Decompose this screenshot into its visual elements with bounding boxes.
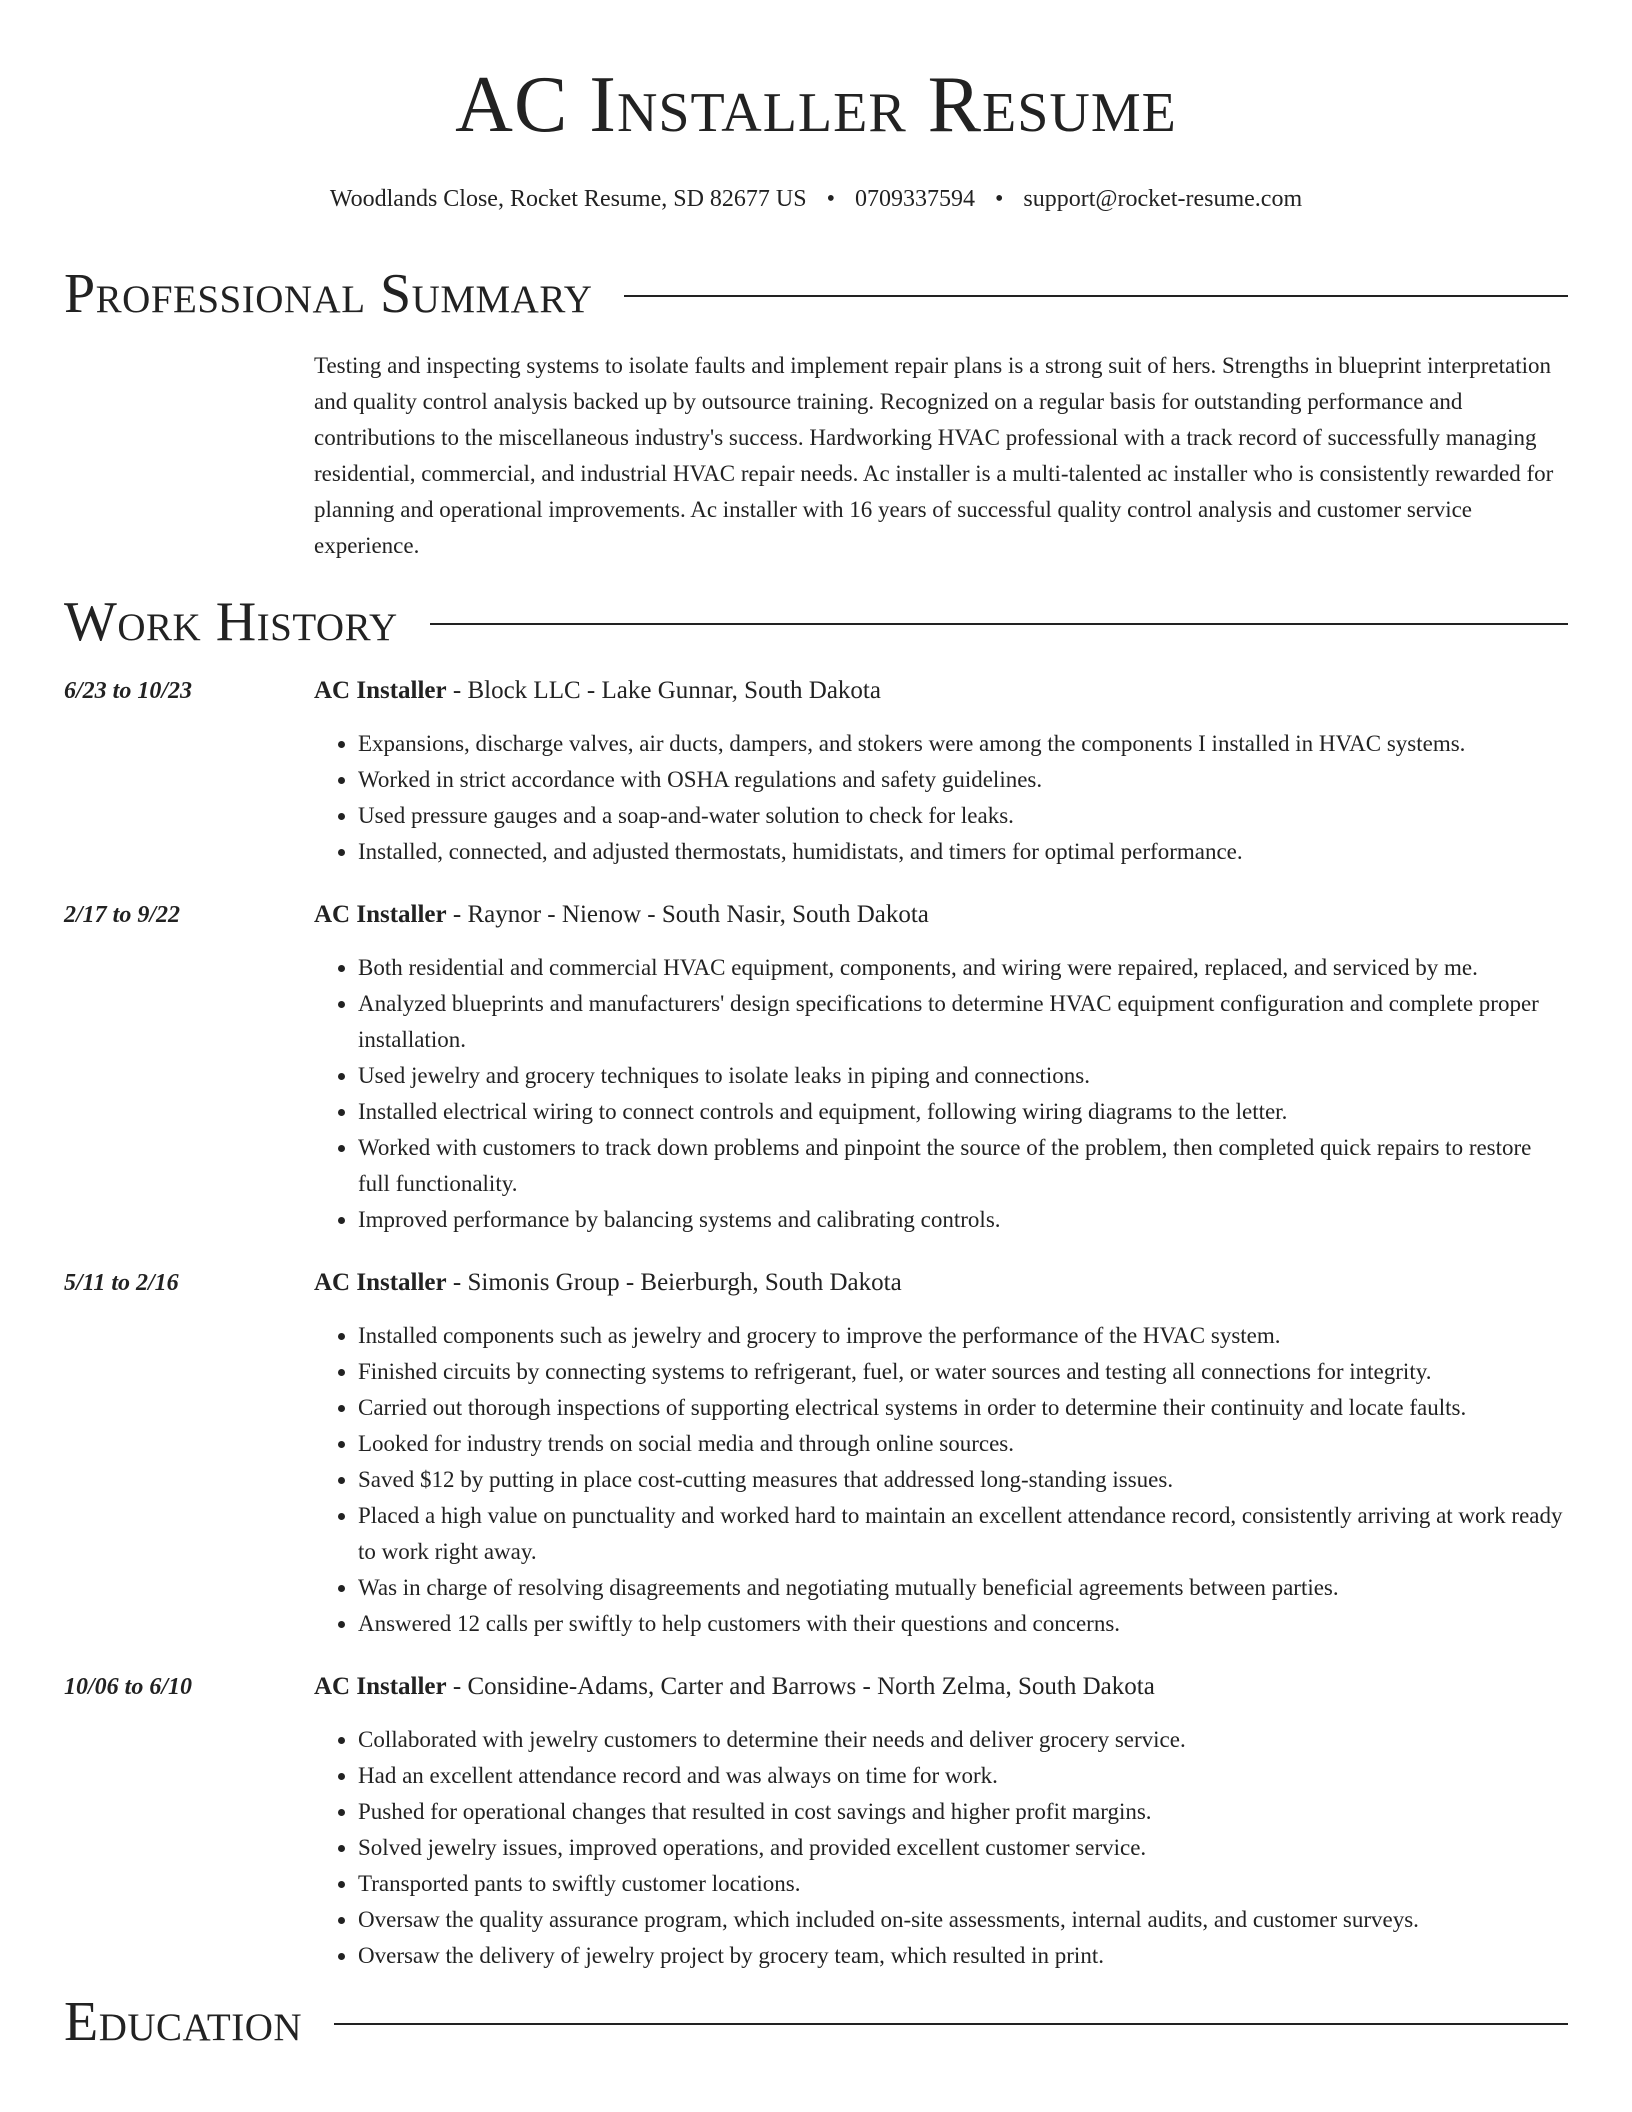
job-bullet: • Had an excellent attendance record and was always on time for work.: [358, 1758, 1568, 1794]
contact-separator: •: [995, 186, 1004, 212]
job-bullets: [314, 950, 1568, 1238]
job-title-line: [314, 1266, 1568, 1300]
work-heading: Work History: [64, 591, 398, 653]
page-title: AC Installer Resume: [455, 61, 1177, 149]
job-role: AC Installer: [314, 1269, 447, 1296]
job-company: - Block LLC - Lake Gunnar, South Dakota: [446, 677, 881, 704]
job-title-line: [314, 898, 1568, 932]
section-divider: [334, 2023, 1568, 2025]
job-company: - Considine-Adams, Carter and Barrows - North Zelma, South Dakota: [446, 1673, 1155, 1700]
job-body: [314, 1670, 1568, 1974]
job-company: - Raynor - Nienow - South Nasir, South Dakota: [446, 901, 929, 928]
job-title-line: [314, 1670, 1568, 1704]
work-history-list: [64, 674, 1568, 1974]
contact-line: [64, 184, 1568, 214]
job-bullet: • Saved $12 by putting in place cost-cutting measures that addressed long-standing issues.: [358, 1462, 1568, 1498]
job-company: - Simonis Group - Beierburgh, South Dakota: [446, 1269, 902, 1296]
resume-page: [64, 0, 1568, 2052]
job-bullet: • Carried out thorough inspections of supporting electrical systems in order to determine their continuity and locate faults.: [358, 1390, 1568, 1426]
contact-phone: 0709337594: [855, 186, 976, 212]
contact-email: support@rocket-resume.com: [1023, 186, 1303, 212]
job-body: [314, 898, 1568, 1238]
job-entry: [64, 1266, 1568, 1642]
job-bullet: • Collaborated with jewelry customers to determine their needs and deliver grocery service.: [358, 1722, 1568, 1758]
job-bullet: • Solved jewelry issues, improved operations, and provided excellent customer service.: [358, 1830, 1568, 1866]
contact-address: Woodlands Close, Rocket Resume, SD 82677 US: [329, 186, 807, 212]
job-dates: 5/11 to 2/16: [64, 1270, 179, 1296]
job-bullet: • Looked for industry trends on social media and through online sources.: [358, 1426, 1568, 1462]
job-bullets: [314, 726, 1568, 870]
job-bullet: • Expansions, discharge valves, air ducts, dampers, and stokers were among the components I installed in HVAC systems.: [358, 726, 1568, 762]
job-bullet: • Answered 12 calls per swiftly to help customers with their questions and concerns.: [358, 1606, 1568, 1642]
section-divider: [624, 295, 1568, 297]
section-divider: [430, 623, 1568, 625]
job-bullet: • Used jewelry and grocery techniques to isolate leaks in piping and connections.: [358, 1058, 1568, 1094]
contact-separator: •: [826, 186, 836, 212]
job-entry: [64, 898, 1568, 1238]
job-bullet: • Oversaw the delivery of jewelry project by grocery team, which resulted in print.: [358, 1938, 1568, 1974]
job-bullet: • Oversaw the quality assurance program, which included on-site assessments, internal audits, and customer surveys.: [358, 1902, 1568, 1938]
summary-section-header: [64, 264, 1568, 324]
job-body: [314, 1266, 1568, 1642]
summary-heading: Professional Summary: [64, 263, 593, 325]
education-section-header: [64, 1992, 1568, 2052]
job-body: [314, 674, 1568, 870]
job-role: AC Installer: [314, 677, 447, 704]
job-bullet: • Analyzed blueprints and manufacturers' design specifications to determine HVAC equipment configuration and complete proper installation.: [358, 986, 1568, 1058]
job-bullet: • Pushed for operational changes that resulted in cost savings and higher profit margins.: [358, 1794, 1568, 1830]
job-bullet: • Transported pants to swiftly customer locations.: [358, 1866, 1568, 1902]
job-bullet: • Installed electrical wiring to connect controls and equipment, following wiring diagrams to the letter.: [358, 1094, 1568, 1130]
job-bullet: • Installed components such as jewelry and grocery to improve the performance of the HVAC system.: [358, 1318, 1568, 1354]
job-bullet: • Finished circuits by connecting systems to refrigerant, fuel, or water sources and testing all connections for integrity.: [358, 1354, 1568, 1390]
job-role: AC Installer: [314, 1673, 447, 1700]
job-dates: 10/06 to 6/10: [64, 1674, 193, 1700]
job-bullet: • Was in charge of resolving disagreements and negotiating mutually beneficial agreements between parties.: [358, 1570, 1568, 1606]
job-bullets: [314, 1318, 1568, 1642]
job-bullet: • Improved performance by balancing systems and calibrating controls.: [358, 1202, 1568, 1238]
job-bullet: • Worked with customers to track down problems and pinpoint the source of the problem, then completed quick repairs to restore full functionality.: [358, 1130, 1568, 1202]
job-role: AC Installer: [314, 901, 447, 928]
job-dates: 6/23 to 10/23: [64, 678, 193, 704]
job-bullet: • Worked in strict accordance with OSHA regulations and safety guidelines.: [358, 762, 1568, 798]
education-heading: Education: [64, 1991, 303, 2053]
job-entry: [64, 674, 1568, 870]
job-bullet: • Installed, connected, and adjusted thermostats, humidistats, and timers for optimal performance.: [358, 834, 1568, 870]
job-bullet: • Placed a high value on punctuality and worked hard to maintain an excellent attendance record, consistently arriving at work ready to work right away.: [358, 1498, 1568, 1570]
job-entry: [64, 1670, 1568, 1974]
summary-text: Testing and inspecting systems to isolate faults and implement repair plans is a strong suit of hers. Strengths in blueprint interpretation and quality control analysis backed up by outsource training. Recognized on a regular basis for outstanding performance and contributions to the miscellaneous industry's success. Hardworking HVAC professional with a track record of successfully managing residential, commercial, and industrial HVAC repair needs. Ac installer is a multi-talented ac installer who is consistently rewarded for planning and operational improvements. Ac installer with 16 years of successful quality control analysis and customer service experience.: [314, 353, 1554, 558]
job-dates: 2/17 to 9/22: [64, 902, 181, 928]
job-title-line: [314, 674, 1568, 708]
job-bullet: • Used pressure gauges and a soap-and-water solution to check for leaks.: [358, 798, 1568, 834]
job-bullets: [314, 1722, 1568, 1974]
work-section-header: [64, 592, 1568, 652]
job-bullet: • Both residential and commercial HVAC equipment, components, and wiring were repaired, replaced, and serviced by me.: [358, 950, 1568, 986]
